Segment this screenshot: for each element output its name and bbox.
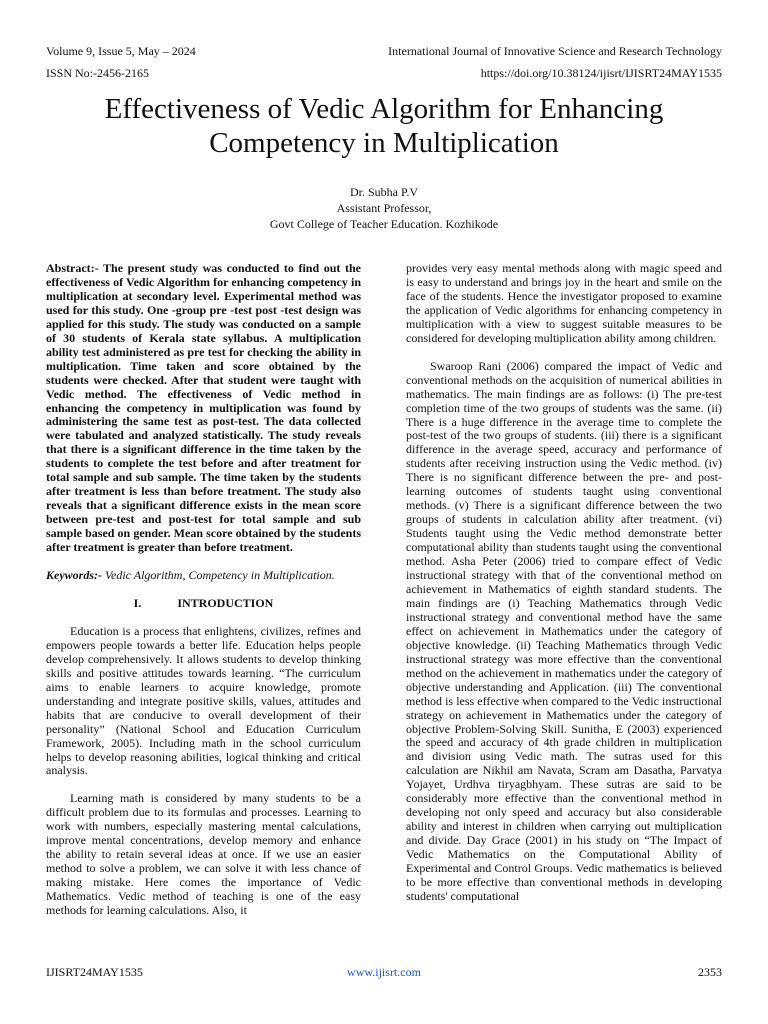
paragraph: provides very easy mental methods along with magic speed and is easy to understand and brings joy in the heart and smile on the face of the students. Hence the investigator proposed to examine the application of Vedic algorithms for enhancing competency in multiplication with a view to suggest suitable measures to be considered for developing multiplication ability among children. [406, 261, 722, 345]
author-affiliation: Govt College of Teacher Education. Kozhikode [269, 217, 499, 231]
doi-link[interactable]: https://doi.org/10.38124/ijisrt/IJISRT24MAY1535 [480, 66, 722, 80]
keywords [46, 569, 361, 583]
author-role: Assistant Professor, [336, 201, 432, 215]
volume-info: Volume 9, Issue 5, May – 2024 [46, 44, 196, 58]
author-block [0, 184, 768, 232]
right-column [406, 262, 722, 918]
paragraph: Learning math is considered by many students to be a difficult problem due to its formulas and processes. Learning to work with numbers, especially mastering mental calculations, improve mental concentrations, develop memory and enhance the ability to retain several ideas at once. If we use an easier method to solve a problem, we can solve it with less chance of making mistake. Here comes the importance of Vedic Mathematics. Vedic method of teaching is one of the easy methods for learning calculations. Also, it [46, 791, 361, 918]
section-heading [46, 597, 361, 611]
keywords-label: Keywords:- [46, 568, 102, 583]
issn: ISSN No:-2456-2165 [46, 66, 150, 80]
page-number: 2353 [698, 965, 722, 979]
paragraph: Education is a process that enlightens, civilizes, refines and empowers people towards a better life. Education helps people develop comprehensively. It allows students to develop thinking skills and positive attitudes towards learning. “The curriculum aims to enable learners to acquire knowledge, promote understanding and integrate positive skills, values, attitudes and habits that are conducive to overall development of their personality” (National School and Education Curriculum Framework, 2005). Including math in the school curriculum helps to develop reasoning abilities, logical thinking and critical analysis. [46, 623, 361, 778]
paragraph: Swaroop Rani (2006) compared the impact of Vedic and conventional methods on the acquisition of numerical abilities in mathematics. The main findings are as follows: (i) The pre-test completion time of the two groups of students was the same. (ii) There is a huge difference in the average time to complete the post-test of the two groups of students. (iii) there is a significant difference in the average speed, accuracy and performance of students after receiving instruction using the Vedic method. (iv) There is no significant difference between the pre- and post-learning outcomes of students taught using conventional methods. (v) There is a significant difference between the two groups of students in calculation ability after treatment. (vi) Students taught using the Vedic method demonstrate better computational ability than students taught using the conventional method. Asha Peter (2006) tried to compare effect of Vedic instructional strategy with that of the conventional method on achievement in Mathematics of eighth standard students. The main findings are (i) Teaching Mathematics through Vedic instructional strategy and conventional method have the same effect on achievement in Mathematics under the category of objective knowledge. (ii) Teaching Mathematics through Vedic instructional strategy was more effective than the conventional method on the achievement in mathematics under the category of objective understanding and Application. (iii) The conventional method is less effective when compared to the Vedic instructional strategy on achievement in Mathematics under the category of objective Problem-Solving Skill. Sunitha, E (2003) experienced the speed and accuracy of 4th grade children in multiplication and division using Vedic math. The sutras used for this calculation are Nikhil am Navata, Scram am Dasatha, Parvatya Yojayet, Urdhva tiryagbhyam. These sutras are said to be considerably more effective than the conventional method in developing not only speed and accuracy but also considerable ability and interest in children when carrying out multiplication and divide. Day Grace (2001) in his study on “The Impact of Vedic Mathematics on the Computational Ability of Experimental and Control Groups. Vedic mathematics is believed to be more effective than conventional methods in developing students' computational [406, 358, 722, 903]
section-title: INTRODUCTION [177, 595, 274, 610]
footer-id: IJISRT24MAY1535 [46, 965, 143, 979]
running-header-top [46, 44, 722, 58]
running-header-bottom [46, 66, 722, 80]
keywords-text: Vedic Algorithm, Competency in Multiplication. [105, 568, 335, 583]
left-column [46, 262, 361, 932]
paper-title: Effectiveness of Vedic Algorithm for Enhancing Competency in Multiplication [104, 93, 664, 159]
abstract: Abstract:- The present study was conducted to find out the effectiveness of Vedic Algorithm for enhancing competency in multiplication at secondary level. Experimental method was used for this study. One -group pre -test post -test design was applied for this study. The study was conducted on a sample of 30 students of Kerala state syllabus. A multiplication ability test administered as pre test for checking the ability in multiplication. Time taken and score obtained by the students were checked. After that student were taught with Vedic method. The effectiveness of Vedic method in enhancing the competency in multiplication was found by administering the same test as post-test. The data collected were tabulated and analyzed statistically. The study reveals that there is a significant difference in the time taken by the students to complete the test before and after treatment for total sample and sub sample. The time taken by the students after treatment is less than before treatment. The study also reveals that a significant difference exists in the mean score between pre-test and post-test for total sample and sub sample based on gender. Mean score obtained by the students after treatment is greater than before treatment. [46, 261, 361, 555]
footer-site-link[interactable]: www.ijisrt.com [347, 965, 421, 979]
journal-name: International Journal of Innovative Science and Research Technology [388, 44, 722, 58]
section-number: I. [133, 595, 142, 610]
author-name: Dr. Subha P.V [349, 185, 418, 199]
